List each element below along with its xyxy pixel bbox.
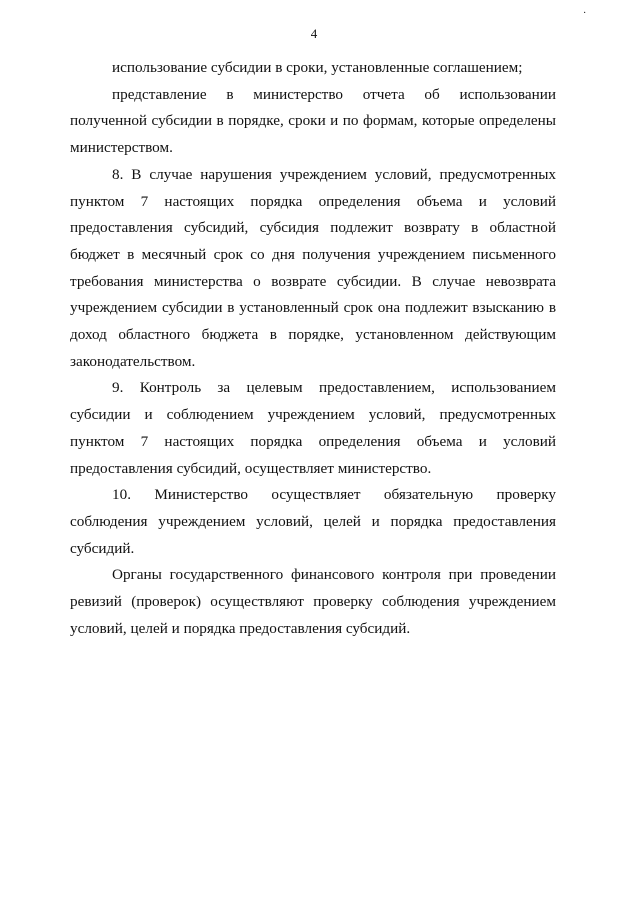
paragraph-clause-10: 10. Министерство осуществляет обязательную проверку соблюдения учреждением условий, целей и порядка предоставления субсидий. — [70, 486, 556, 557]
paragraph-financial-control: Органы государственного финансового контроля при проведении ревизий (проверок) осуществляют проверку соблюдения учреждением условий, целей и порядка предоставления субсидий. — [70, 566, 556, 637]
corner-mark: · — [583, 8, 587, 19]
page-number: 4 — [310, 26, 318, 41]
paragraph-report-submission: представление в министерство отчета об использовании полученной субсидии в порядке, сроки и по формам, которые определены министерством. — [70, 85, 556, 157]
paragraph-clause-8: 8. В случае нарушения учреждением условий, предусмотренных пунктом 7 настоящих порядка определения объема и условий предоставления субсидий, субсидия подлежит возврату в областной бюджет в месячный срок со дня получения учреждением письменного требования министерства о возврате субсидии. В случае невозврата учреждением субсидии в установленный срок она подлежит взысканию в доход областного бюджета в порядке, установленном действующим законодательством. — [70, 165, 556, 370]
paragraph-clause-9: 9. Контроль за целевым предоставлением, использованием субсидии и соблюдением учреждением условий, предусмотренных пунктом 7 настоящих порядка определения объема и условий предоставления субсидий, осуществляет министерство. — [70, 379, 556, 477]
paragraph-usage-deadline: использование субсидии в сроки, установленные соглашением; — [112, 59, 523, 76]
document-body — [70, 55, 556, 642]
